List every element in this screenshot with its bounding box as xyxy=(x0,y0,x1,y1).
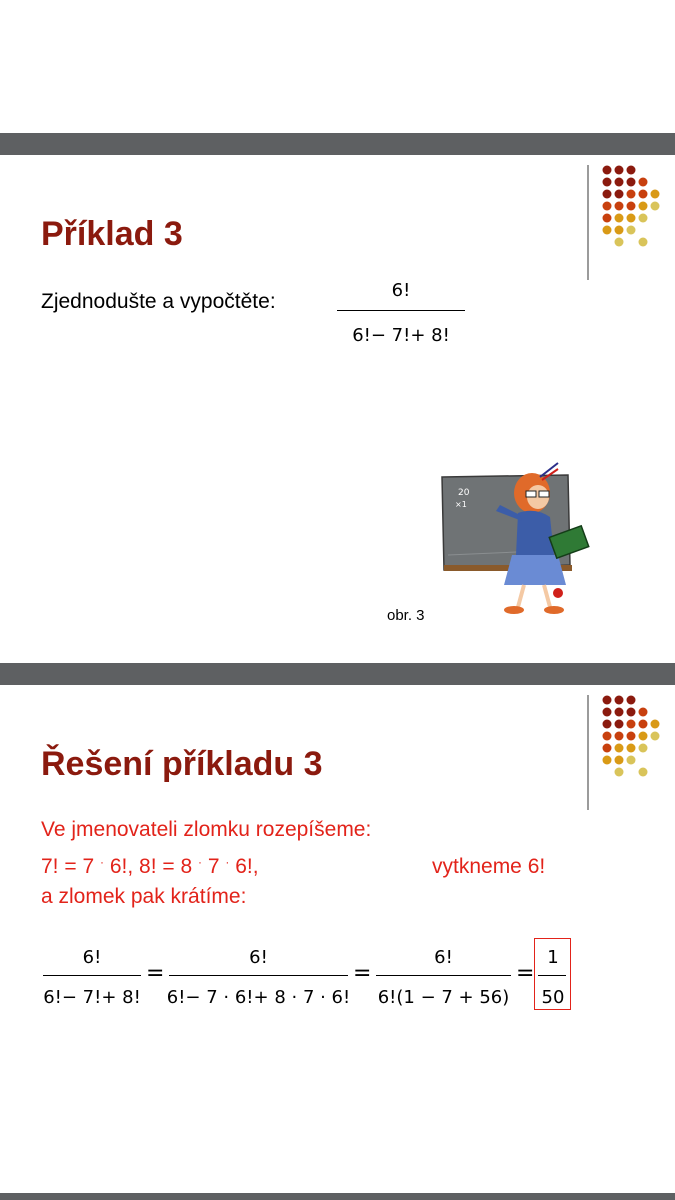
slide-separator-band xyxy=(0,663,675,685)
eq-fraction-3-denominator: 6!(1 − 7 + 56) xyxy=(377,987,510,1008)
decor-vertical-line xyxy=(587,695,589,810)
svg-text:20: 20 xyxy=(458,488,470,498)
slide-title: Řešení příkladu 3 xyxy=(41,745,323,783)
multiplication-dot: · xyxy=(225,855,230,869)
slide-2 xyxy=(0,685,675,1193)
fraction-numerator: 6! xyxy=(391,280,411,301)
decor-dots-icon xyxy=(598,163,668,263)
eq-fraction-3-bar xyxy=(376,975,511,976)
line2-part-a: 7! = 7 xyxy=(41,855,95,878)
line2-part-d: 6!, xyxy=(235,855,259,878)
solution-line-1: Ve jmenovateli zlomku rozepíšeme: xyxy=(41,818,372,841)
dots-grid xyxy=(603,166,660,247)
teacher-illustration xyxy=(440,455,600,620)
decor-dots-icon xyxy=(598,693,668,793)
decor-vertical-line xyxy=(587,165,589,280)
eq-fraction-1-denominator: 6!− 7!+ 8! xyxy=(43,987,141,1008)
solution-line-2 xyxy=(41,855,259,879)
eq-fraction-3-numerator: 6! xyxy=(434,947,453,968)
answer-numerator: 1 xyxy=(547,947,559,968)
eq-fraction-2-denominator: 6!− 7 · 6!+ 8 · 7 · 6! xyxy=(166,987,351,1008)
equals-sign: = xyxy=(516,961,535,986)
eq-fraction-1-bar xyxy=(43,975,141,976)
equals-sign: = xyxy=(146,961,165,986)
figure-caption: obr. 3 xyxy=(387,607,425,624)
task-label: Zjednodušte a vypočtěte: xyxy=(41,290,276,313)
solution-line-2-right: vytkneme 6! xyxy=(432,855,546,878)
eq-fraction-1-numerator: 6! xyxy=(82,947,102,968)
fraction-denominator: 6!− 7!+ 8! xyxy=(352,325,450,346)
slide-1 xyxy=(0,155,675,663)
answer-bar xyxy=(538,975,566,976)
slide-top-band xyxy=(0,133,675,155)
fraction-bar xyxy=(337,310,465,311)
eq-fraction-2-numerator: 6! xyxy=(249,947,268,968)
multiplication-dot: · xyxy=(99,855,104,869)
answer-denominator: 50 xyxy=(541,987,565,1008)
slide-bottom-band xyxy=(0,1193,675,1200)
eq-fraction-2-bar xyxy=(169,975,348,976)
svg-text:×1: ×1 xyxy=(455,500,467,509)
multiplication-dot: · xyxy=(197,855,202,869)
slide-title: Příklad 3 xyxy=(41,215,183,253)
line2-part-c: 7 xyxy=(207,855,220,878)
equals-sign: = xyxy=(353,961,372,986)
solution-line-3: a zlomek pak krátíme: xyxy=(41,885,247,908)
line2-part-b: 6!, 8! = 8 xyxy=(109,855,193,878)
